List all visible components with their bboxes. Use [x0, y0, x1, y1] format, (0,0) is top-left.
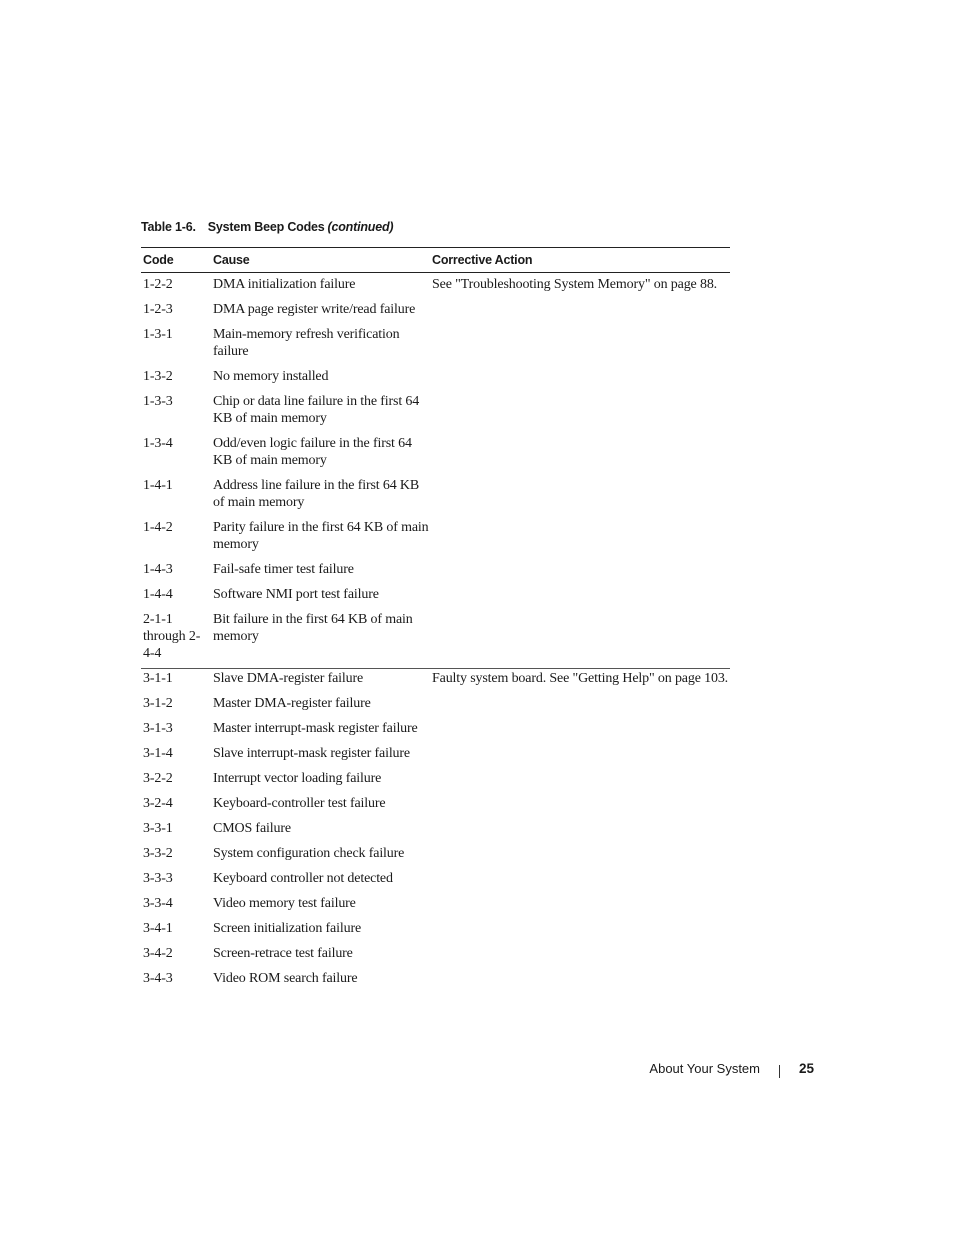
- cell-cause: Software NMI port test failure: [213, 587, 379, 602]
- cell-cause: CMOS failure: [213, 821, 291, 836]
- cell-code: 1-2-2: [143, 277, 173, 292]
- table-title: System Beep Codes: [207, 220, 325, 234]
- cell-cause: DMA initialization failure: [213, 277, 356, 292]
- cell-cause: Master interrupt-mask register failure: [213, 721, 418, 736]
- table-caption: [141, 220, 393, 234]
- cell-corrective-action: See "Troubleshooting System Memory" on page 88.: [432, 277, 718, 292]
- page-number: 25: [799, 1061, 815, 1076]
- cell-code: 3-3-2: [143, 846, 173, 861]
- cell-code: 3-2-2: [143, 771, 173, 786]
- cell-cause: No memory installed: [213, 369, 329, 384]
- cell-cause: System configuration check failure: [213, 846, 405, 861]
- cell-code: 1-4-2: [143, 520, 173, 535]
- cell-code: 3-3-4: [143, 896, 173, 911]
- cell-code: 3-2-4: [143, 796, 173, 811]
- cell-cause: Keyboard controller not detected: [213, 871, 393, 886]
- cell-code: 3-1-1: [143, 671, 173, 686]
- cell-code: 3-1-2: [143, 696, 173, 711]
- cell-cause: Parity failure in the first 64 KB of main memory: [213, 520, 429, 552]
- cell-cause: Interrupt vector loading failure: [213, 771, 382, 786]
- table-row: [141, 669, 730, 694]
- header-code: Code: [143, 253, 174, 267]
- cell-code: 1-2-3: [143, 302, 173, 317]
- cell-code: 3-4-1: [143, 921, 173, 936]
- cell-cause: Slave interrupt-mask register failure: [213, 746, 410, 761]
- cell-cause: Address line failure in the first 64 KB of main memory: [213, 478, 420, 510]
- cell-code: 3-3-3: [143, 871, 173, 886]
- cell-code: 1-3-2: [143, 369, 173, 384]
- cell-cause: DMA page register write/read failure: [213, 302, 416, 317]
- footer-separator: [779, 1065, 780, 1078]
- cell-code: 3-4-2: [143, 946, 173, 961]
- cell-cause: Fail-safe timer test failure: [213, 562, 354, 577]
- table-row: [141, 273, 730, 300]
- cell-cause: Odd/even logic failure in the first 64 KB of main memory: [213, 436, 412, 468]
- beep-codes-table: [141, 247, 730, 993]
- cell-code: 1-4-4: [143, 587, 173, 602]
- cell-code: 1-3-1: [143, 327, 173, 342]
- cell-code: 2-1-1 through 2-4-4: [143, 612, 201, 661]
- table-header-row: [141, 248, 730, 273]
- header-corrective-action: Corrective Action: [432, 253, 533, 267]
- cell-code: 1-3-3: [143, 394, 173, 409]
- cell-cause: Keyboard-controller test failure: [213, 796, 386, 811]
- cell-code: 3-3-1: [143, 821, 173, 836]
- cell-code: 1-3-4: [143, 436, 173, 451]
- table-continued-note: (continued): [327, 220, 394, 234]
- cell-code: 1-4-3: [143, 562, 173, 577]
- cell-cause: Screen-retrace test failure: [213, 946, 353, 961]
- header-cause: Cause: [213, 253, 250, 267]
- cell-cause: Slave DMA-register failure: [213, 671, 364, 686]
- cell-cause: Main-memory refresh verification failure: [213, 327, 400, 359]
- cell-code: 3-1-4: [143, 746, 173, 761]
- cell-code: 3-4-3: [143, 971, 173, 986]
- cell-cause: Video ROM search failure: [213, 971, 358, 986]
- cell-code: 1-4-1: [143, 478, 173, 493]
- cell-cause: Chip or data line failure in the first 64 KB of main memory: [213, 394, 420, 426]
- table-number: Table 1-6.: [141, 220, 196, 234]
- cell-cause: Master DMA-register failure: [213, 696, 371, 711]
- footer-section-title: About Your System: [649, 1061, 760, 1076]
- cell-cause: Bit failure in the first 64 KB of main memory: [213, 612, 413, 644]
- cell-cause: Screen initialization failure: [213, 921, 362, 936]
- cell-corrective-action: Faulty system board. See "Getting Help" on page 103.: [432, 671, 729, 686]
- cell-cause: Video memory test failure: [213, 896, 356, 911]
- cell-code: 3-1-3: [143, 721, 173, 736]
